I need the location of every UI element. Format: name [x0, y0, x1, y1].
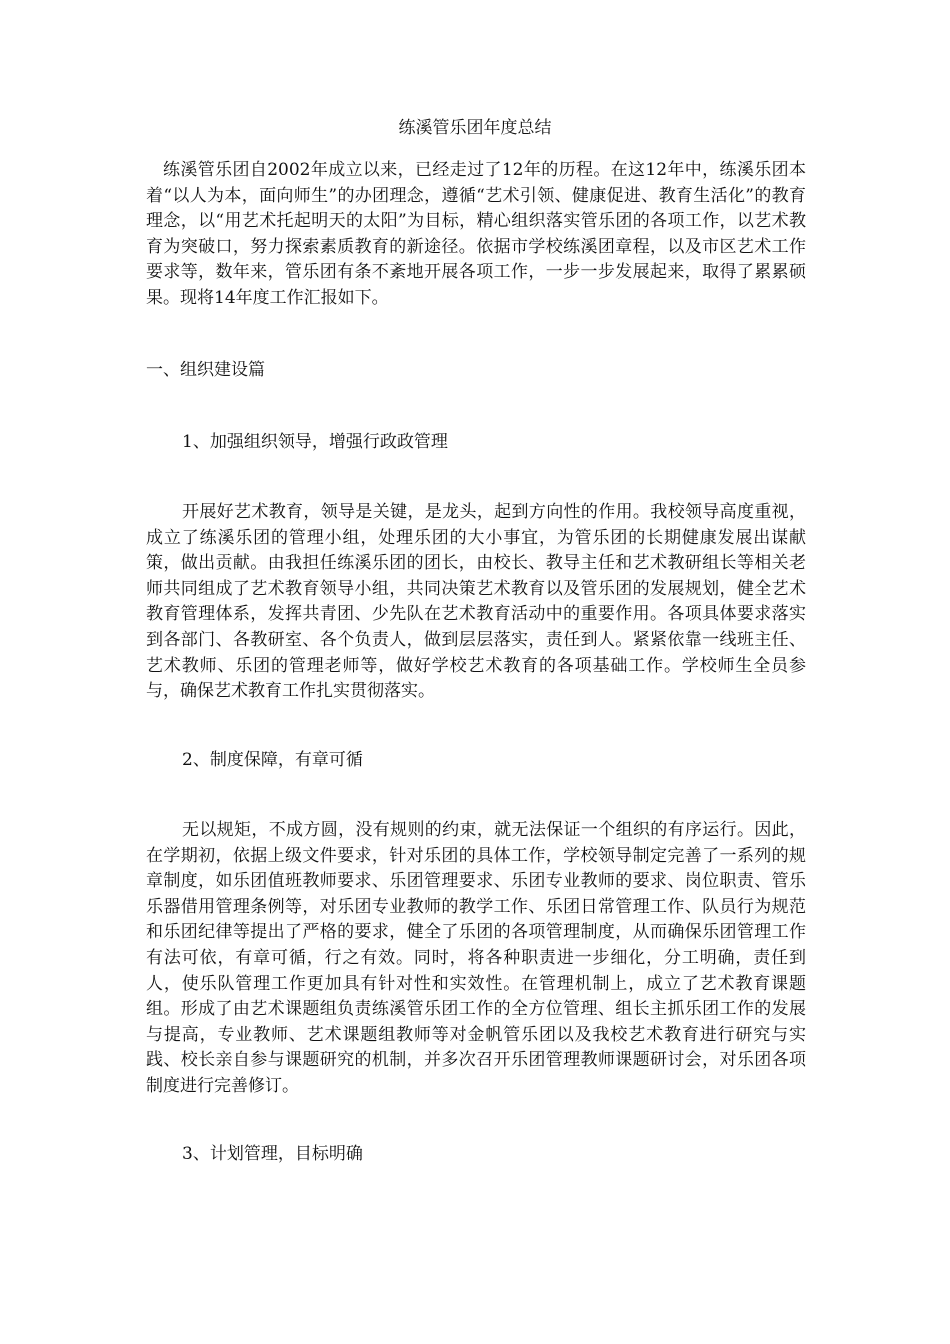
intro-paragraph: 练溪管乐团自2002年成立以来，已经走过了12年的历程。在这12年中，练溪乐团本着“以人为本，面向师生”的办团理念，遵循“艺术引领、健康促进、教育生活化”的教育理念，以“用艺术托起明天的太阳”为目标，精心组织落实管乐团的各项工作，以艺术教育为突破口，努力探索素质教育的新途径。依据市学校练溪团章程，以及市区艺术工作要求等，数年来，管乐团有条不紊地开展各项工作，一步一步发展起来，取得了累累硕果。现将14年度工作汇报如下。 — [146, 160, 806, 308]
paragraph-rules: 无以规矩，不成方圆，没有规则的约束，就无法保证一个组织的有序运行。因此，在学期初，依据上级文件要求，针对乐团的具体工作，学校领导制定完善了一系列的规章制度，如乐团值班教师要求、乐团管理要求、乐团专业教师的要求、岗位职责、管乐乐器借用管理条例等，对乐团专业教师的教学工作、乐团日常管理工作、队员行为规范和乐团纪律等提出了严格的要求，健全了乐团的各项管理制度，从而确保乐团管理工作有法可依，有章可循，行之有效。同时，将各种职责进一步细化，分工明确，责任到人，使乐队管理工作更加具有针对性和实效性。在管理机制上，成立了艺术教育课题组。形成了由艺术课题组负责练溪管乐团工作的全方位管理、组长主抓乐团工作的发展与提高，专业教师、艺术课题组教师等对金帆管乐团以及我校艺术教育进行研究与实践、校长亲自参与课题研究的机制，并多次召开乐团管理教师课题研讨会，对乐团各项制度进行完善修订。 — [146, 820, 806, 1096]
subheading-leadership: 1、加强组织领导，增强行政政管理 — [182, 432, 448, 452]
subheading-planning: 3、计划管理，目标明确 — [182, 1144, 363, 1164]
paragraph-leadership: 开展好艺术教育，领导是关键，是龙头，起到方向性的作用。我校领导高度重视，成立了练溪乐团的管理小组，处理乐团的大小事宜，为管乐团的长期健康发展出谋献策，做出贡献。由我担任练溪乐团的团长，由校长、教导主任和艺术教研组长等相关老师共同组成了艺术教育领导小组，共同决策艺术教育以及管乐团的发展规划，健全艺术教育管理体系，发挥共青团、少先队在艺术教育活动中的重要作用。各项具体要求落实到各部门、各教研室、各个负责人，做到层层落实，责任到人。紧紧依靠一线班主任、艺术教师、乐团的管理老师等，做好学校艺术教育的各项基础工作。学校师生全员参与，确保艺术教育工作扎实贯彻落实。 — [146, 502, 806, 702]
subheading-rules: 2、制度保障，有章可循 — [182, 750, 363, 770]
section-heading-organization: 一、组织建设篇 — [146, 360, 265, 380]
document-title: 练溪管乐团年度总结 — [398, 118, 552, 138]
